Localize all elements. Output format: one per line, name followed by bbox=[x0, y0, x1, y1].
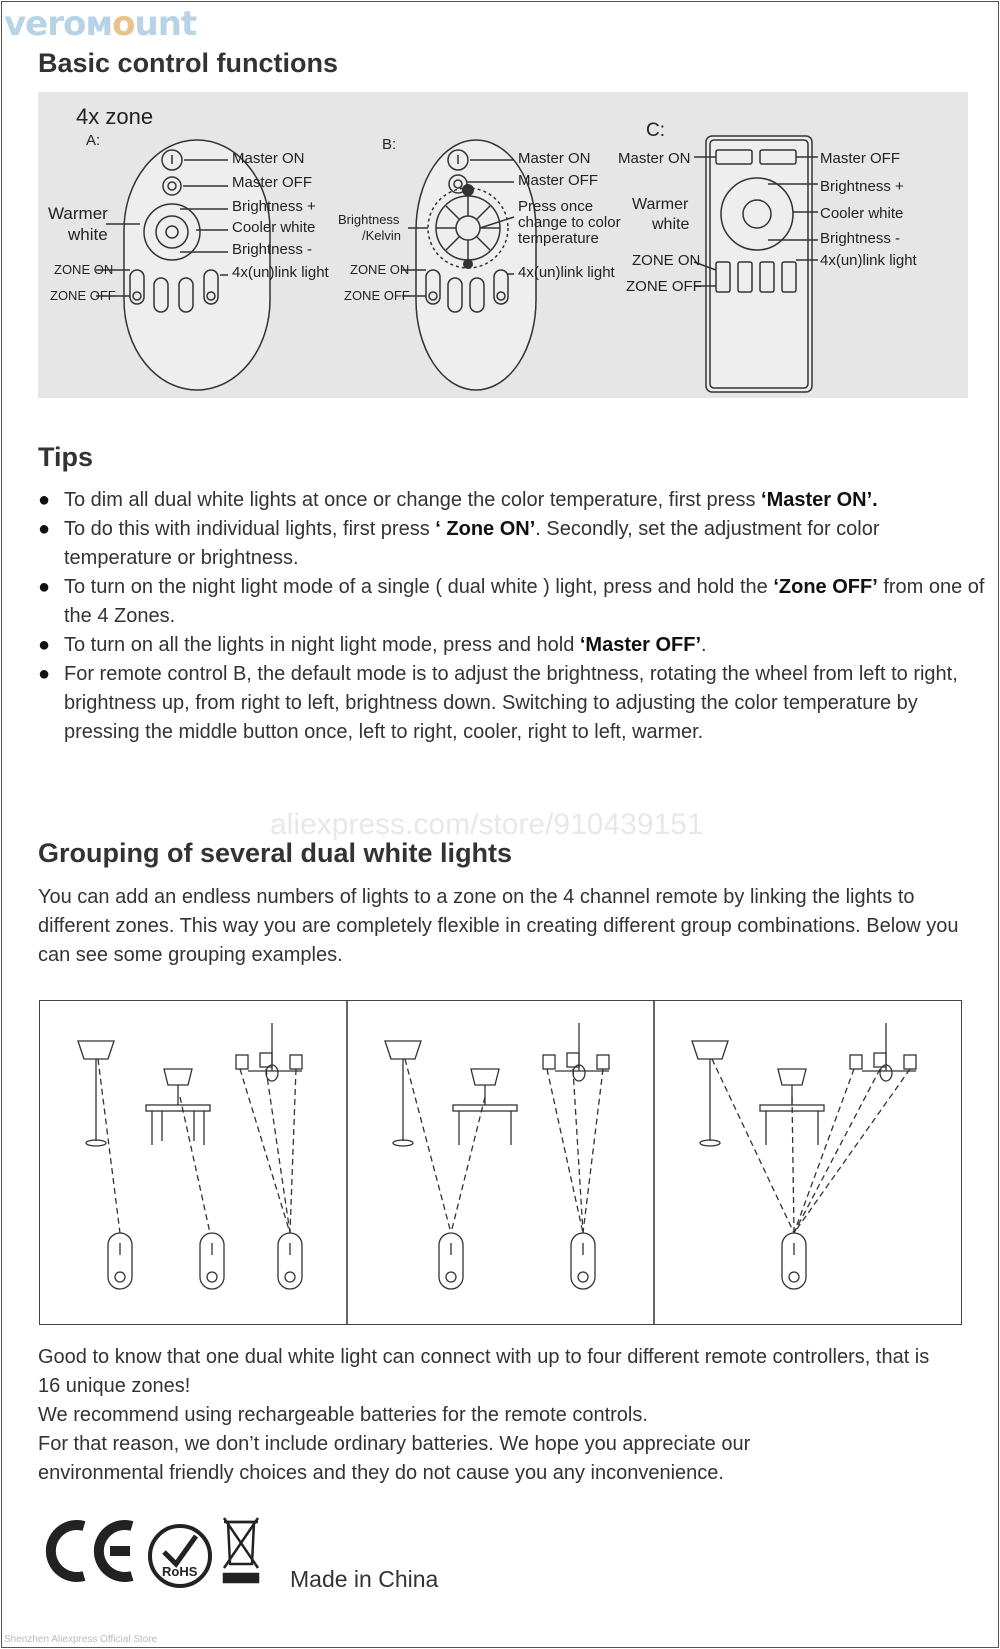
remote-b-master-on: Master ON bbox=[518, 150, 591, 167]
section-title-basic: Basic control functions bbox=[38, 48, 339, 78]
brand-logo: veroмount bbox=[4, 4, 197, 44]
remotes-panel bbox=[38, 92, 968, 398]
ce-mark-icon bbox=[51, 1525, 132, 1577]
grouping-illustration bbox=[40, 1001, 961, 1324]
remote-c bbox=[694, 136, 818, 392]
info-line-1: Good to know that one dual white light can connect with up to four different remote controllers, that is 16 unique zones! bbox=[38, 1346, 930, 1397]
remote-b-letter: B: bbox=[382, 136, 397, 153]
remote-a-master-off: Master OFF bbox=[232, 174, 313, 191]
grouping-examples bbox=[39, 1000, 962, 1325]
tips-list bbox=[38, 486, 988, 747]
remote-c-zone-on: ZONE ON bbox=[632, 252, 701, 269]
remote-a-brightness-minus: Brightness - bbox=[232, 241, 313, 258]
remote-b-link: 4x(un)link light bbox=[518, 264, 615, 281]
remote-c-zone-off: ZONE OFF bbox=[626, 278, 702, 295]
remote-a-zone-off: ZONE OFF bbox=[50, 288, 116, 303]
remote-b-plus-icon bbox=[462, 184, 474, 196]
remote-c-brightness-plus: Brightness + bbox=[820, 178, 904, 195]
store-watermark: aliexpress.com/store/910439151 bbox=[270, 808, 704, 841]
remote-b-zone-on: ZONE ON bbox=[350, 262, 410, 277]
remote-a-brightness-plus: Brightness + bbox=[232, 198, 316, 215]
remote-c-letter: C: bbox=[646, 120, 665, 141]
remote-b-press-once-1: Press once bbox=[518, 198, 594, 215]
tip-item: ● To turn on the night light mode of a single ( dual white ) light, press and hold the ‘Zone OFF’ from one of the 4 Zones. bbox=[38, 573, 988, 631]
remote-b-master-off: Master OFF bbox=[518, 172, 599, 189]
remote-a-master-on: Master ON bbox=[232, 150, 305, 167]
remote-c-warmer: Warmer bbox=[632, 196, 689, 213]
remote-a-letter: A: bbox=[86, 132, 101, 149]
remote-c-link: 4x(un)link light bbox=[820, 252, 917, 269]
bottom-caption: Shenzhen Aliexpress Official Store bbox=[4, 1634, 158, 1645]
tip-item: ● To do this with individual lights, first press ‘ Zone ON’. Secondly, set the adjustment for color temperature or brightness. bbox=[38, 515, 988, 573]
remote-c-master-on: Master ON bbox=[618, 150, 691, 167]
info-line-2: We recommend using rechargeable batteries for the remote controls. bbox=[38, 1404, 648, 1426]
remote-a-white: white bbox=[68, 225, 108, 244]
made-in-china: Made in China bbox=[290, 1566, 439, 1592]
remote-a-link: 4x(un)link light bbox=[232, 264, 329, 281]
remote-b-brightness: Brightness bbox=[338, 212, 400, 227]
remote-b-press-once-3: temperature bbox=[518, 230, 599, 247]
rohs-text: RoHS bbox=[162, 1564, 198, 1579]
remote-b-minus-icon bbox=[463, 259, 473, 269]
rohs-icon bbox=[150, 1526, 210, 1586]
remote-a-cooler-white: Cooler white bbox=[232, 219, 316, 236]
remote-b-kelvin: /Kelvin bbox=[362, 228, 402, 243]
tip-item: ● To turn on all the lights in night light mode, press and hold ‘Master OFF’. bbox=[38, 631, 988, 660]
tip-item: ● To dim all dual white lights at once or change the color temperature, first press ‘Master ON’. bbox=[38, 486, 988, 515]
remote-b-zone-off: ZONE OFF bbox=[344, 288, 410, 303]
remote-c-cooler-white: Cooler white bbox=[820, 205, 904, 222]
remote-a-zone-on: ZONE ON bbox=[54, 262, 114, 277]
tip-item: ● For remote control B, the default mode is to adjust the brightness, rotating the wheel from left to right, brightness up, from right to left, brightness down. Switching to adjusting the color temperature by pressing the middle button once, left to right, cooler, right to left, warmer. bbox=[38, 660, 988, 747]
remote-c-brightness-minus: Brightness - bbox=[820, 230, 901, 247]
section-title-tips: Tips bbox=[38, 442, 94, 472]
certification-logos bbox=[40, 1514, 280, 1594]
remote-b-press-once-2: change to color bbox=[518, 214, 621, 231]
remote-c-white: white bbox=[652, 216, 690, 233]
info-line-3: For that reason, we don’t include ordinary batteries. We hope you appreciate our environmental friendly choices and they do not cause you any inconvenience. bbox=[38, 1433, 751, 1484]
remote-c-master-off: Master OFF bbox=[820, 150, 901, 167]
remote-a-warmer: Warmer bbox=[48, 204, 108, 223]
weee-bin-icon bbox=[224, 1518, 258, 1582]
zone-title: 4x zone bbox=[76, 104, 154, 129]
section-title-grouping: Grouping of several dual white lights bbox=[38, 838, 513, 868]
grouping-intro: You can add an endless numbers of lights to a zone on the 4 channel remote by linking the lights to different zones. This way you are completely flexible in creating different group combinations. Below you can see some grouping examples. bbox=[38, 886, 959, 966]
